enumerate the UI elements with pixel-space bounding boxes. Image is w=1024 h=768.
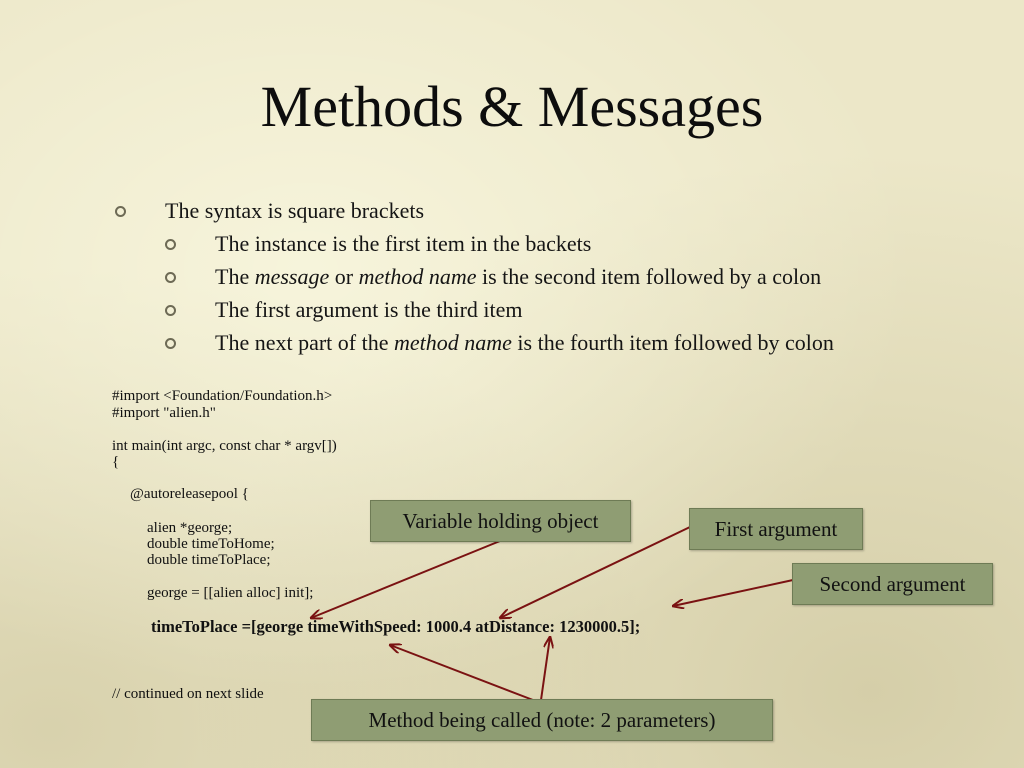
code-line-autoreleasepool: @autoreleasepool { [130, 486, 249, 502]
code-line-time-to-home: double timeToHome; [147, 536, 275, 552]
bullet-sub-2-mid: or [329, 264, 359, 289]
bullet-sub-2-post: is the second item followed by a colon [476, 264, 822, 289]
arrow-variable-to-george [311, 541, 500, 618]
code-line-alloc-init: george = [[alien alloc] init]; [147, 585, 314, 601]
callout-variable-holding-object: Variable holding object [370, 500, 631, 542]
bullet-main-text: The syntax is square brackets [165, 198, 425, 223]
arrow-second-argument [673, 580, 793, 606]
code-line-alien-declaration: alien *george; [147, 520, 233, 536]
bullet-sub-3-text: The first argument is the third item [215, 297, 523, 322]
bullet-sub-4-em-method-name: method name [394, 330, 512, 355]
code-line-main-signature: int main(int argc, const char * argv[]) [112, 438, 337, 454]
code-line-import-foundation: #import <Foundation/Foundation.h> [112, 388, 333, 404]
callout-second-argument: Second argument [792, 563, 993, 605]
bullet-sub-4-pre: The next part of the [215, 330, 394, 355]
bullet-sub-2-em-message: message [254, 264, 330, 289]
arrow-method-to-speed [390, 645, 533, 700]
callout-first-argument: First argument [689, 508, 863, 550]
code-line-import-alien: #import "alien.h" [112, 405, 216, 421]
slide-title: Methods & Messages [260, 74, 764, 139]
bullet-sub-4-post: is the fourth item followed by colon [511, 330, 834, 355]
code-line-continued-comment: // continued on next slide [112, 686, 264, 702]
callout-method-being-called: Method being called (note: 2 parameters) [311, 699, 773, 741]
code-line-open-brace: { [112, 454, 120, 470]
bullet-sub-2-em-method-name: method name [358, 264, 477, 289]
bullet-sub-2-pre: The [215, 264, 255, 289]
arrow-method-to-distance [541, 637, 550, 700]
code-line-time-to-place: double timeToPlace; [147, 552, 271, 568]
bullet-sub-1-text: The instance is the first item in the backets [215, 231, 592, 256]
code-line-message-call: timeToPlace =[george timeWithSpeed: 1000.4 atDistance: 1230000.5]; [151, 617, 641, 636]
